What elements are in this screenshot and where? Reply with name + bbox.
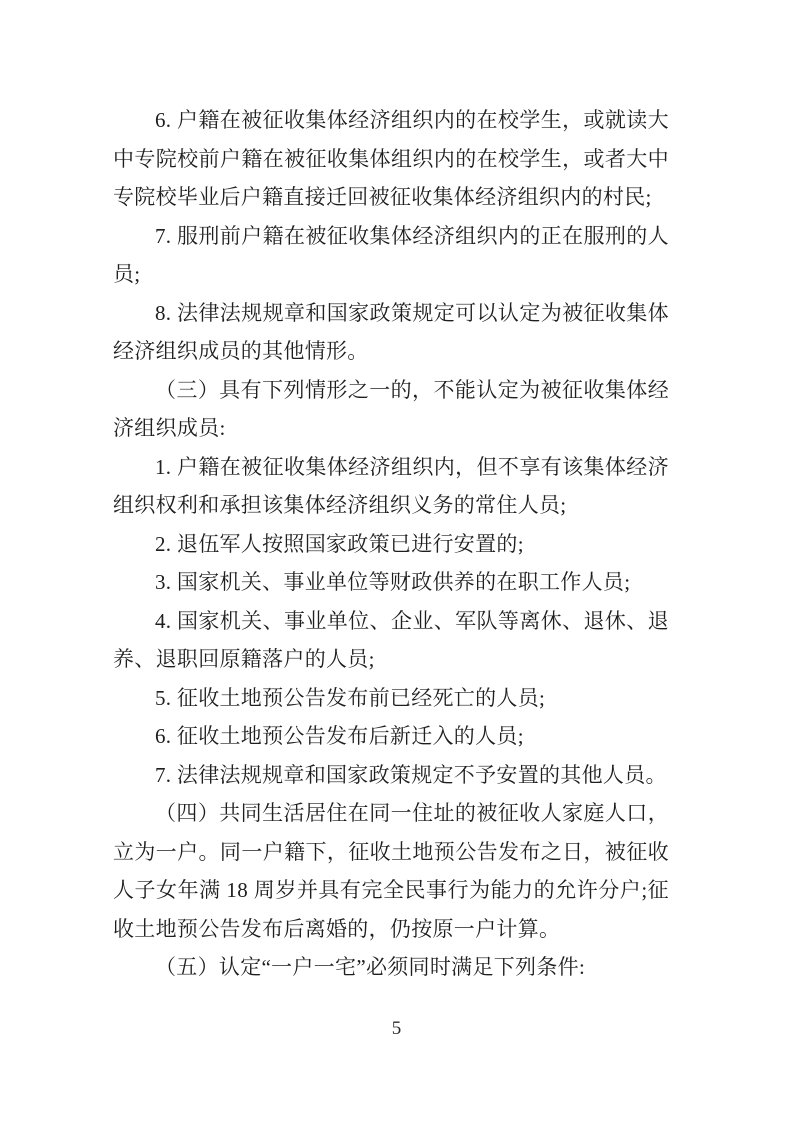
para-item-6-students: 6. 户籍在被征收集体经济组织内的在校学生，或就读大中专院校前户籍在被征收集体组织内的在校学生，或者大中专院校毕业后户籍直接迁回被征收集体经济组织内的村民; — [113, 108, 669, 209]
page-number: 5 — [391, 1018, 402, 1039]
para-item-3-state-employees: 3. 国家机关、事业单位等财政供养的在职工作人员; — [155, 570, 631, 594]
para-item-1-resident-without-rights: 1. 户籍在被征收集体经济组织内，但不享有该集体经济组织权利和承担该集体经济组织义务的常住人员; — [113, 454, 669, 517]
document-body — [113, 101, 669, 987]
para-section-3-heading: （三）具有下列情形之一的，不能认定为被征收集体经济组织成员: — [113, 377, 669, 440]
para-section-5-one-house-heading: （五）认定“一户一宅”必须同时满足下列条件: — [155, 955, 586, 979]
para-item-7-other-persons: 7. 法律法规规章和国家政策规定不予安置的其他人员。 — [155, 762, 667, 787]
para-item-6-new-migrants: 6. 征收土地预公告发布后新迁入的人员; — [155, 724, 524, 748]
para-item-4-retirees: 4. 国家机关、事业单位、企业、军队等离休、退休、退养、退职回原籍落户的人员; — [113, 608, 669, 671]
para-item-7-prisoners: 7. 服刑前户籍在被征收集体经济组织内的正在服刑的人员; — [113, 223, 669, 286]
para-item-2-veterans: 2. 退伍军人按照国家政策已进行安置的; — [155, 531, 524, 556]
para-section-4-household: （四）共同生活居住在同一住址的被征收人家庭人口，立为一户。同一户籍下，征收土地预公告发布之日，被征收人子女年满 18 周岁并具有完全民事行为能力的允许分户;征收土地预公告发布后离婚的，仍按原一户计算。 — [113, 801, 669, 941]
para-item-5-deceased: 5. 征收土地预公告发布前已经死亡的人员; — [155, 685, 546, 710]
para-item-8-other-circumstances: 8. 法律法规规章和国家政策规定可以认定为被征收集体经济组织成员的其他情形。 — [113, 300, 669, 363]
